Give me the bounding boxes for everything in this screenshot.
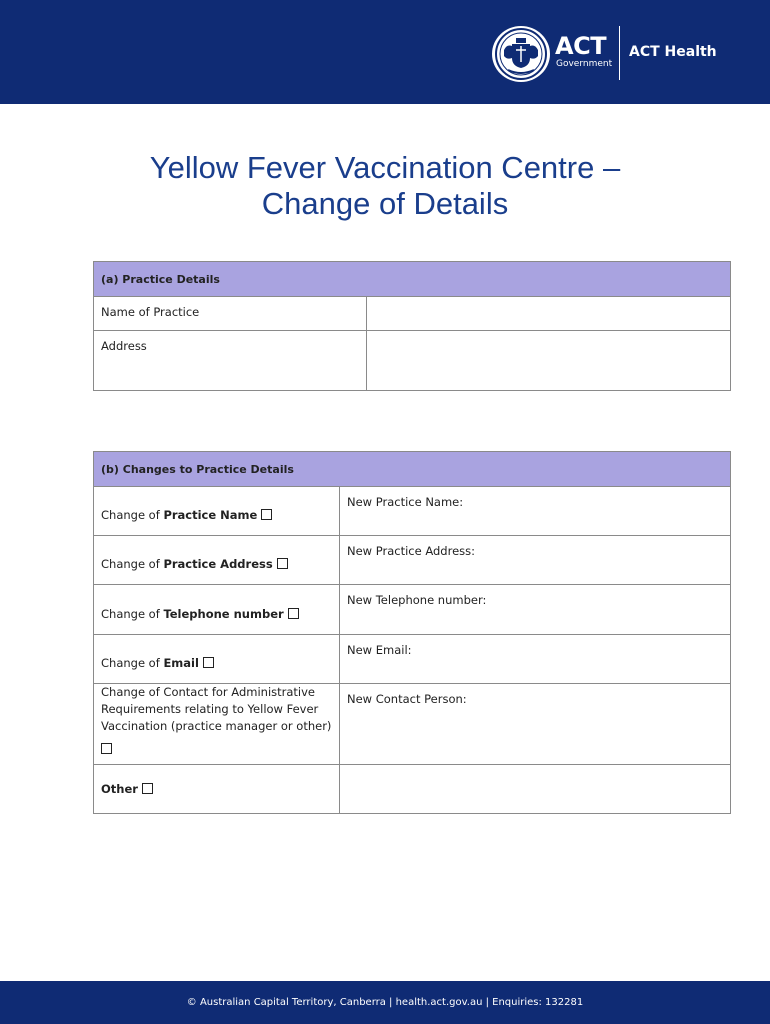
change-option: [94, 536, 340, 584]
section-heading: (b) Changes to Practice Details: [94, 452, 730, 487]
option-prefix: Change of Contact for Administrative Requirements relating to Yellow Fever Vaccination (practice manager or other): [101, 685, 332, 733]
option-bold-label: Practice Name: [163, 508, 258, 522]
contact-checkbox[interactable]: [101, 743, 112, 754]
change-option: [94, 684, 340, 764]
option-prefix: Change of: [101, 557, 164, 571]
option-bold-label: Other: [101, 781, 138, 796]
other-checkbox[interactable]: [142, 783, 153, 794]
department-name: ACT Health: [629, 44, 717, 60]
table-row: [94, 536, 730, 585]
table-row: [94, 487, 730, 536]
title-line-2: Change of Details: [261, 186, 509, 221]
email-checkbox[interactable]: [203, 657, 214, 668]
new-telephone-field[interactable]: New Telephone number:: [347, 593, 487, 607]
table-row: [94, 635, 730, 684]
field-label-practice-name: Name of Practice: [94, 297, 367, 330]
option-bold-label: Practice Address: [163, 557, 273, 571]
table-row: [94, 765, 730, 813]
page-footer: [0, 981, 770, 1024]
option-prefix: Change of: [101, 656, 164, 670]
act-government-text: Government: [556, 59, 613, 69]
footer-text: © Australian Capital Territory, Canberra | health.act.gov.au | Enquiries: 132281: [186, 997, 584, 1008]
title-line-1: Yellow Fever Vaccination Centre –: [149, 150, 621, 185]
page-header: [0, 0, 770, 104]
change-option: [94, 765, 340, 813]
table-row: [94, 585, 730, 635]
telephone-checkbox[interactable]: [288, 608, 299, 619]
option-prefix: Change of: [101, 508, 164, 522]
change-option: [94, 487, 340, 535]
new-email-field[interactable]: New Email:: [347, 643, 412, 657]
new-practice-name-field[interactable]: New Practice Name:: [347, 495, 464, 509]
practice-name-checkbox[interactable]: [261, 509, 272, 520]
change-option: [94, 635, 340, 683]
table-row: [94, 684, 730, 765]
act-coat-of-arms-icon: [492, 26, 550, 82]
field-label-address: Address: [94, 331, 367, 390]
act-logo-text: ACT: [555, 32, 607, 60]
table-row: [94, 331, 730, 390]
other-details-field[interactable]: [340, 765, 730, 813]
new-contact-person-field[interactable]: New Contact Person:: [347, 692, 467, 706]
practice-address-checkbox[interactable]: [277, 558, 288, 569]
page-title: [0, 150, 770, 222]
option-bold-label: Telephone number: [163, 607, 284, 621]
new-practice-address-field[interactable]: New Practice Address:: [347, 544, 475, 558]
table-row: [94, 297, 730, 331]
practice-details-table: [93, 261, 731, 391]
changes-table: [93, 451, 731, 814]
section-heading: (a) Practice Details: [94, 262, 730, 297]
header-divider: [619, 26, 620, 80]
option-prefix: Change of: [101, 607, 164, 621]
address-input[interactable]: [367, 331, 730, 390]
practice-name-input[interactable]: [367, 297, 730, 330]
change-option: [94, 585, 340, 634]
option-bold-label: Email: [163, 656, 199, 670]
